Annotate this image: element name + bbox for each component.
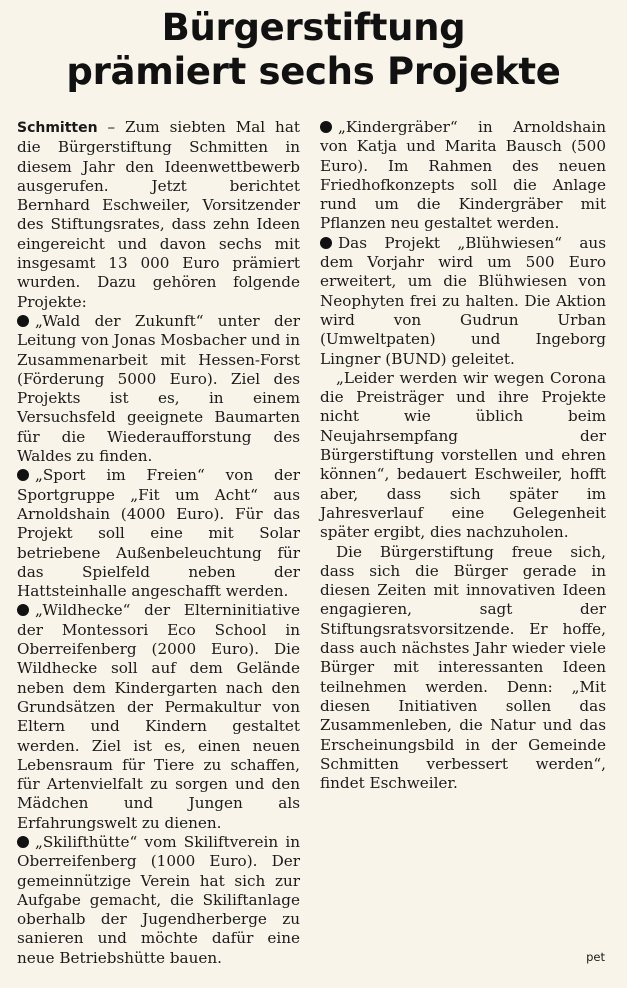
project-text-5: „Kindergräber“ in Arnoldshain von Katja und Marita Bausch (500 Euro). Im Rahmen des neuen Friedhofkonzepts soll die Anlage rund um die Kindergräber mit Pflanzen neu gestaltet werden. xyxy=(320,118,606,233)
project-text-6: Das Projekt „Blühwiesen“ aus dem Vorjahr wird um 500 Euro erweitert, um die Blühwiesen von Neophyten frei zu halten. Die Aktion wird von Gudrun Urban (Umweltpaten) und Ingeborg Lingner (BUND) geleitet. xyxy=(320,233,606,368)
project-item xyxy=(17,833,300,968)
article-column-right xyxy=(320,118,606,793)
headline-line-1: Bürgerstiftung xyxy=(161,6,466,49)
bullet-icon xyxy=(17,604,29,616)
project-text-3: „Wildhecke“ der Elterninitiative der Montessori Eco School in Oberreifenberg (2000 Euro). Die Wildhecke soll auf dem Gelände neben dem Kindergarten nach den Grundsätzen der Permakultur von Eltern und Kindern gestaltet werden. Ziel ist es, einen neuen Lebensraum für Tiere zu schaffen, für Artenvielfalt zu sorgen und den Mädchen und Jungen als Erfahrungswelt zu dienen. xyxy=(17,601,300,832)
project-text-4: „Skilifthütte“ vom Skiliftverein in Oberreifenberg (1000 Euro). Der gemeinnützige Verein hat sich zur Aufgabe gemacht, die Skiliftanlage oberhalb der Jugendherberge zu sanieren und möchte dafür eine neue Betriebshütte bauen. xyxy=(17,832,300,967)
project-item xyxy=(320,118,606,234)
headline xyxy=(0,6,627,94)
bullet-icon xyxy=(17,836,29,848)
bullet-icon xyxy=(320,121,332,133)
project-item xyxy=(17,466,300,601)
intro-paragraph xyxy=(17,118,300,312)
article-column-left xyxy=(17,118,300,968)
closing-paragraph: Die Bürgerstiftung freue sich, dass sich die Bürger gerade in diesen Zeiten mit innovativen Ideen engagieren, sagt der Stiftungsratsvorsitzende. Er hoffe, dass auch nächstes Jahr wieder viele Bürger mit interessanten Ideen teilnehmen werden. Denn: „Mit diesen Initiativen sollen das Zusammenleben, die Natur und das Erscheinungsbild in der Gemeinde Schmitten verbessert werden“, findet Eschweiler. xyxy=(320,542,606,793)
headline-line-2: prämiert sechs Projekte xyxy=(66,50,561,93)
project-item xyxy=(17,312,300,466)
project-item xyxy=(320,234,606,369)
dateline-place: Schmitten xyxy=(17,120,98,136)
intro-text: – Zum siebten Mal hat die Bürgerstiftung Schmitten in diesem Jahr den Ideenwettbewerb ausgerufen. Jetzt berichtet Bernhard Eschweiler, Vorsitzender des Stiftungsrates, dass zehn Ideen eingereicht und davon sechs mit insgesamt 13 000 Euro prämiert wurden. Dazu gehören folgende Projekte: xyxy=(17,118,300,311)
bullet-icon xyxy=(17,315,29,327)
quote-paragraph: „Leider werden wir wegen Corona die Preisträger und ihre Projekte nicht wie üblich beim Neujahrsempfang der Bürgerstiftung vorstellen und ehren können“, bedauert Eschweiler, hofft aber, dass sich später im Jahresverlauf eine Gelegenheit später ergibt, dies nachzuholen. xyxy=(320,368,606,542)
project-item xyxy=(17,601,300,833)
project-text-2: „Sport im Freien“ von der Sportgruppe „Fit um Acht“ aus Arnoldshain (4000 Euro). Für das Projekt soll eine mit Solar betriebene Außenbeleuchtung für das Spielfeld neben der Hattsteinhalle angeschafft werden. xyxy=(17,466,300,601)
bullet-icon xyxy=(320,237,332,249)
author-credit: pet xyxy=(586,950,605,964)
project-text-1: „Wald der Zukunft“ unter der Leitung von Jonas Mosbacher und in Zusammenarbeit mit Hessen-Forst (Förderung 5000 Euro). Ziel des Projekts ist es, in einem Versuchsfeld geeignete Baumarten für die Wiederaufforstung des Waldes zu finden. xyxy=(17,311,300,466)
bullet-icon xyxy=(17,469,29,481)
